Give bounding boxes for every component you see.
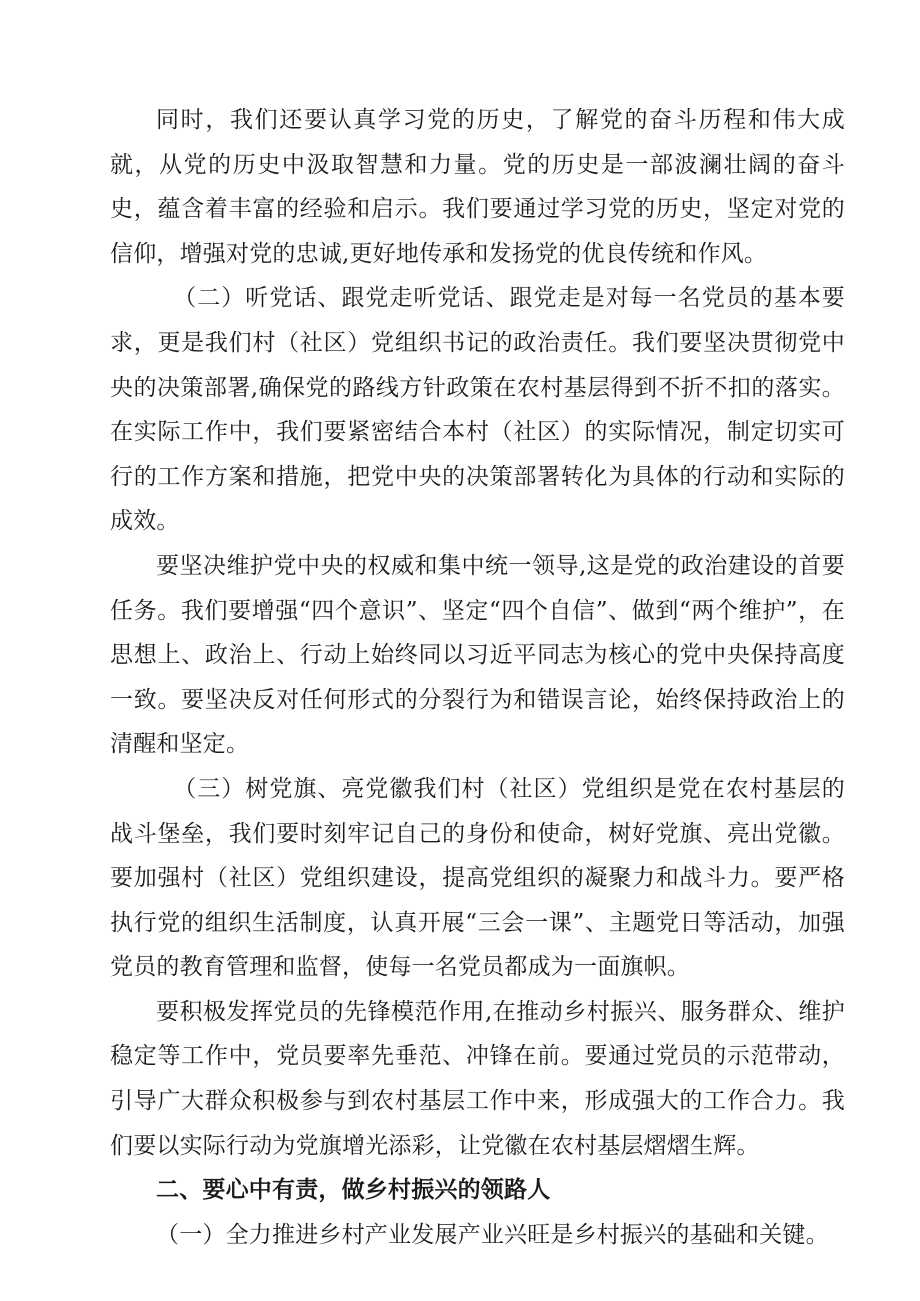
- paragraph-listen-follow-party: （二）听党话、跟党走听党话、跟党走是对每一名党员的基本要求，更是我们村（社区）党组织书记的政治责任。我们要坚决贯彻党中央的决策部署,确保党的路线方针政策在农村基层得到不折不扣的落实。在实际工作中，我们要紧密结合本村（社区）的实际情况，制定切实可行的工作方案和措施，把党中央的决策部署转化为具体的行动和实际的成效。: [110, 285, 845, 535]
- paragraph-vanguard-role: 要积极发挥党员的先锋模范作用,在推动乡村振兴、服务群众、维护稳定等工作中，党员要率先垂范、冲锋在前。要通过党员的示范带动，引导广大群众积极参与到农村基层工作中来，形成强大的工作合力。我们要以实际行动为党旗增光添彩，让党徽在农村基层熠熠生辉。: [110, 998, 845, 1159]
- paragraph-rural-industry: （一）全力推进乡村产业发展产业兴旺是乡村振兴的基础和关键。: [156, 1221, 829, 1248]
- document-page: [110, 98, 845, 1257]
- section-heading: 二、要心中有责，做乡村振兴的领路人: [156, 1177, 551, 1204]
- paragraph-history-study: 同时，我们还要认真学习党的历史，了解党的奋斗历程和伟大成就，从党的历史中汲取智慧和力量。党的历史是一部波澜壮阔的奋斗史，蕴含着丰富的经验和启示。我们要通过学习党的历史，坚定对党的信仰，增强对党的忠诚,更好地传承和发扬党的优良传统和作风。: [110, 107, 845, 267]
- paragraph-raise-party-flag: （三）树党旗、亮党徽我们村（社区）党组织是党在农村基层的战斗堡垒，我们要时刻牢记自己的身份和使命，树好党旗、亮出党徽。要加强村（社区）党组织建设，提高党组织的凝聚力和战斗力。要严格执行党的组织生活制度，认真开展“三会一课”、主题党日等活动，加强党员的教育管理和监督，使每一名党员都成为一面旗帜。: [110, 775, 845, 981]
- paragraph-uphold-central-authority: 要坚决维护党中央的权威和集中统一领导,这是党的政治建设的首要任务。我们要增强“四个意识”、坚定“四个自信”、做到“两个维护”，在思想上、政治上、行动上始终同以习近平同志为核心的党中央保持高度一致。要坚决反对任何形式的分裂行为和错误言论，始终保持政治上的清醒和坚定。: [110, 552, 845, 758]
